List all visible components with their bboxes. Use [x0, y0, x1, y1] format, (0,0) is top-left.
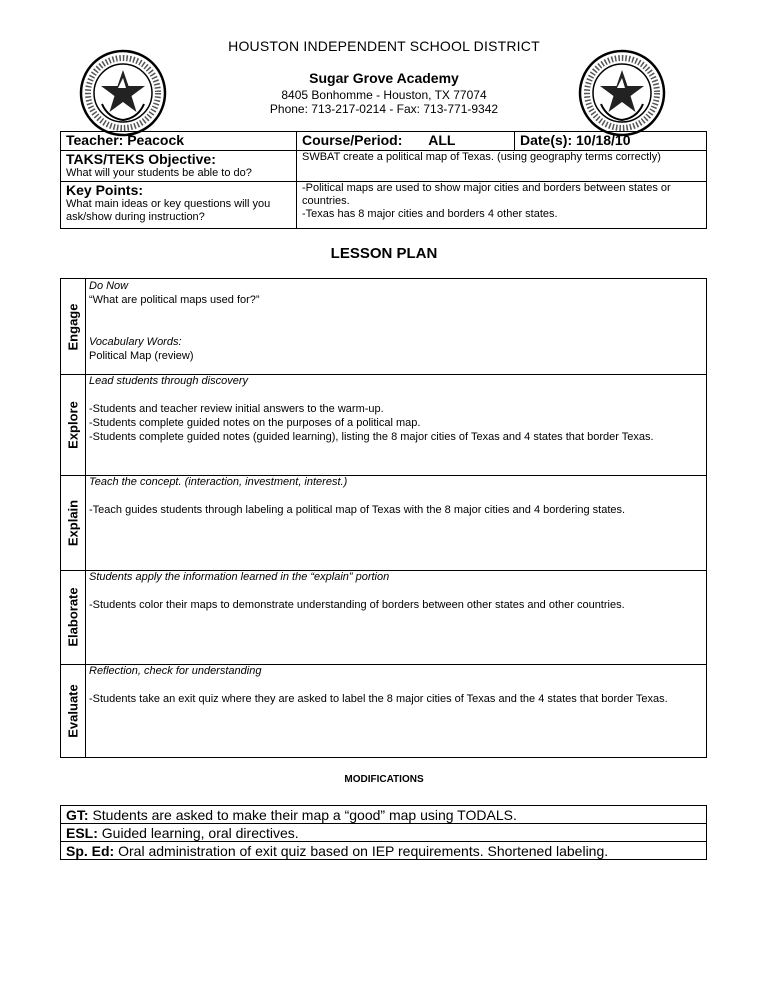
phase-explore — [61, 374, 706, 476]
phase-content — [89, 664, 700, 706]
phase-label: Evaluate — [65, 683, 81, 738]
objective-text: SWBAT create a political map of Texas. (using geography terms correctly) — [297, 151, 707, 182]
school-address: 8405 Bonhomme - Houston, TX 77074 — [281, 88, 487, 102]
course-label: Course/Period: — [302, 132, 403, 148]
phase-label: Explore — [65, 400, 81, 449]
phase-engage — [61, 279, 706, 375]
phase-elaborate — [61, 570, 706, 665]
phase-line: -Students complete guided notes on the purposes of a political map. — [89, 417, 421, 429]
phase-heading: Vocabulary Words: — [89, 336, 182, 348]
objective-prompt: What will your students be able to do? — [66, 167, 252, 179]
objective-label-cell — [61, 151, 297, 182]
modification-gt — [61, 806, 707, 824]
modification-sped — [61, 842, 707, 860]
modifications-title: MODIFICATIONS — [344, 774, 424, 785]
modification-esl — [61, 824, 707, 842]
phase-label: Elaborate — [65, 587, 81, 647]
phase-label: Explain — [65, 499, 81, 546]
modification-text: Oral administration of exit quiz based on IEP requirements. Shortened labeling. — [114, 842, 609, 859]
phase-label-cell — [61, 570, 86, 664]
school-name: Sugar Grove Academy — [309, 70, 459, 86]
keypoints-label: Key Points: — [66, 182, 144, 198]
course-cell — [297, 132, 515, 151]
phase-label-cell — [61, 664, 86, 757]
phase-heading: Reflection, check for understanding — [89, 665, 262, 677]
phase-line: -Students complete guided notes (guided learning), listing the 8 major cities of Texas and 4 states that border Texas. — [89, 431, 654, 443]
lesson-plan-table — [60, 278, 707, 758]
lesson-plan-title: LESSON PLAN — [330, 245, 438, 262]
dates-cell: Date(s): 10/18/10 — [515, 132, 707, 151]
teacher-cell: Teacher: Peacock — [61, 132, 297, 151]
phase-content — [89, 374, 700, 444]
modification-text: Guided learning, oral directives. — [97, 824, 299, 841]
phase-explain — [61, 475, 706, 571]
keypoint-item: -Texas has 8 major cities and borders 4 other states. — [302, 208, 558, 220]
phase-line: -Teach guides students through labeling a political map of Texas with the 8 major cities and 4 bordering states. — [89, 504, 626, 516]
keypoints-label-cell — [61, 182, 297, 229]
keypoints-prompt: What main ideas or key questions will you ask/show during instruction? — [66, 198, 271, 223]
phase-line: Political Map (review) — [89, 350, 194, 362]
phase-content — [89, 475, 700, 517]
phase-label-cell — [61, 279, 86, 374]
modification-text: Students are asked to make their map a “good” map using TODALS. — [88, 806, 517, 823]
modification-label: GT: — [66, 806, 89, 823]
phase-heading: Do Now — [89, 280, 129, 292]
phase-heading: Teach the concept. (interaction, investment, interest.) — [89, 476, 348, 488]
phase-evaluate — [61, 664, 706, 757]
phase-content — [89, 570, 700, 612]
modifications-table — [60, 805, 707, 860]
phase-label-cell — [61, 374, 86, 475]
phase-line: -Students take an exit quiz where they are asked to label the 8 major cities of Texas and the 4 states that border Texas. — [89, 693, 668, 705]
phase-line: “What are political maps used for?” — [89, 294, 260, 306]
phase-heading: Lead students through discovery — [89, 375, 248, 387]
school-phone: Phone: 713-217-0214 - Fax: 713-771-9342 — [269, 102, 499, 116]
modification-label: Sp. Ed: — [66, 842, 115, 859]
course-value: ALL — [428, 132, 456, 148]
modification-label: ESL: — [66, 824, 98, 841]
keypoints-cell — [297, 182, 707, 229]
objective-label: TAKS/TEKS Objective: — [66, 151, 216, 167]
district-title: HOUSTON INDEPENDENT SCHOOL DISTRICT — [228, 38, 540, 54]
phase-content — [89, 279, 700, 363]
keypoint-item: -Political maps are used to show major cities and borders between states or countries. — [302, 182, 671, 207]
phase-heading: Students apply the information learned in the “explain” portion — [89, 571, 390, 583]
phase-line: -Students color their maps to demonstrate understanding of borders between other states and other countries. — [89, 599, 625, 611]
lesson-info-table — [60, 131, 707, 229]
phase-label: Engage — [65, 303, 81, 350]
phase-line: -Students and teacher review initial answers to the warm-up. — [89, 403, 384, 415]
phase-label-cell — [61, 475, 86, 570]
